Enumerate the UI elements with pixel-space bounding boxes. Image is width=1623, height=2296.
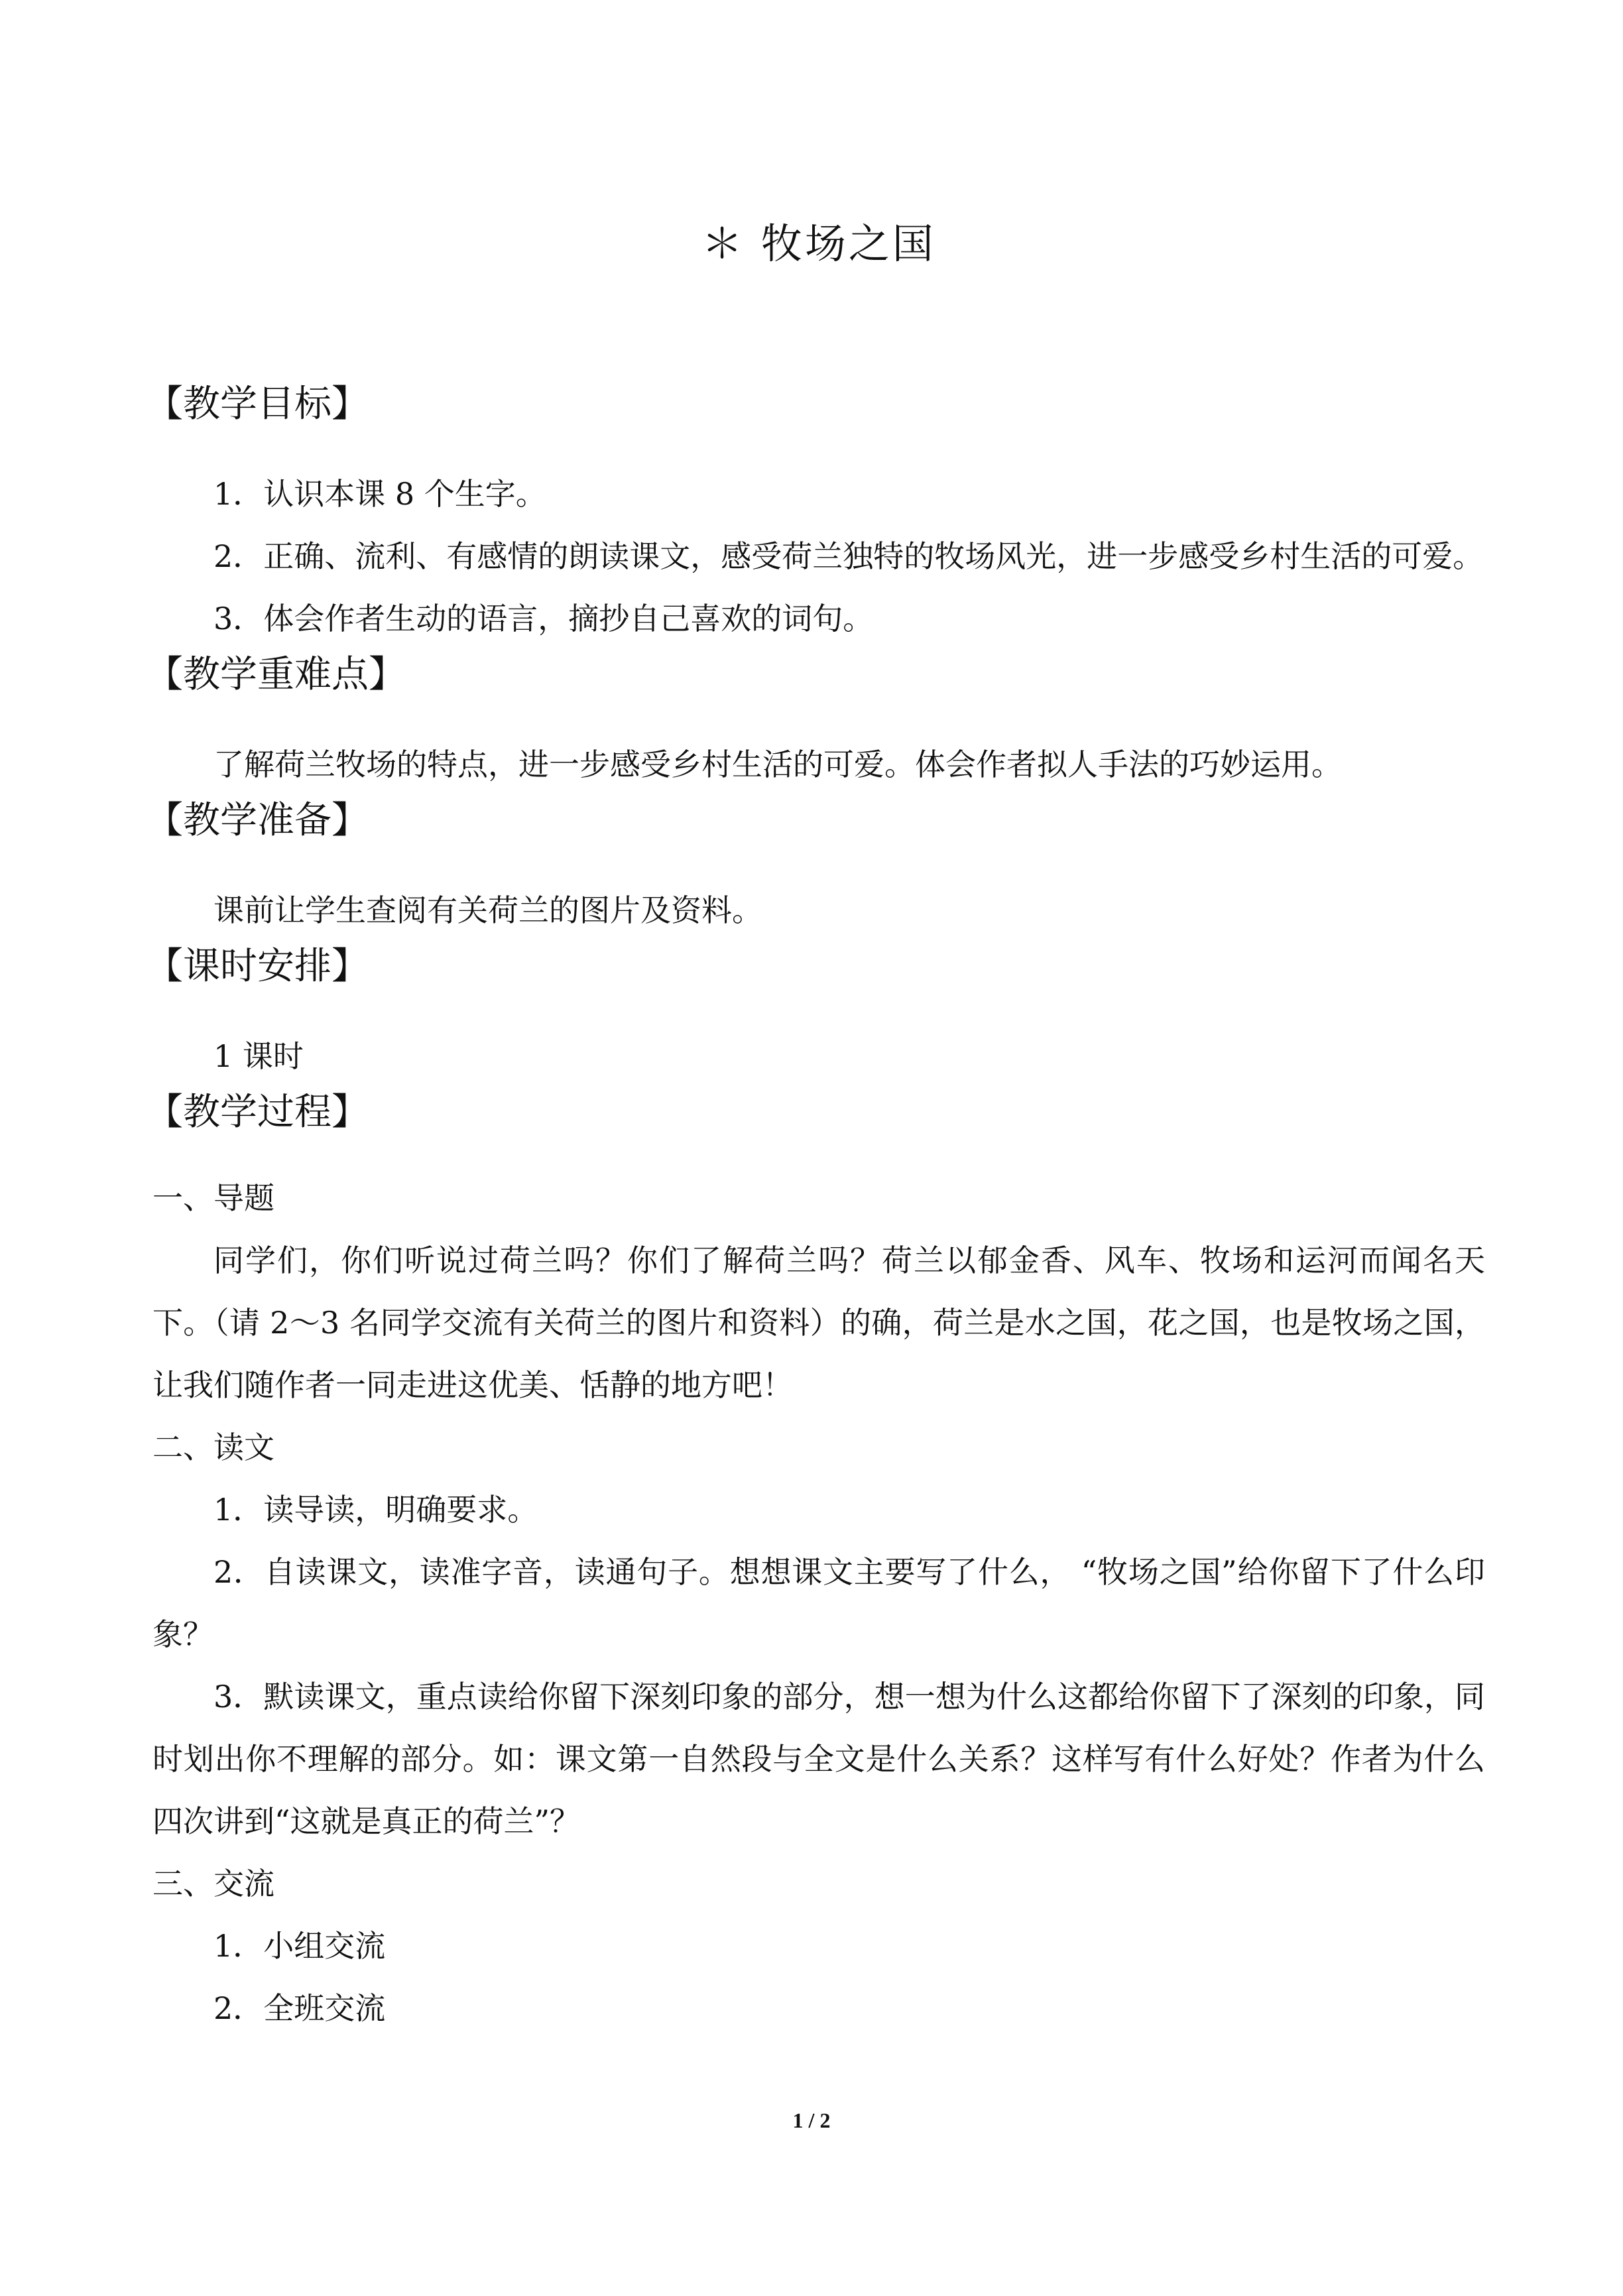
process-part1-title: 一、导题 — [152, 1180, 274, 1216]
section-heading-goals: 【教学目标】 — [146, 383, 369, 426]
document-page — [146, 0, 1485, 2296]
page-number: 1 / 2 — [792, 2108, 831, 2132]
goal-item-1: 1．认识本课 8 个生字。 — [213, 476, 546, 512]
section-heading-schedule: 【课时安排】 — [146, 945, 369, 988]
process-part1-text: 同学们，你们听说过荷兰吗？你们了解荷兰吗？荷兰以郁金香、风车、牧场和运河而闻名天下。（请 2～3 名同学交流有关荷兰的图片和资料）的确，荷兰是水之国，花之国，也是牧场之国，让我们随作者一同走进这优美、恬静的地方吧！ — [152, 1242, 1485, 1403]
document-body — [146, 377, 1485, 2039]
process-part2-title: 二、读文 — [152, 1429, 274, 1465]
process-part3-item-2: 2．全班交流 — [213, 1990, 386, 2026]
process-part3-title: 三、交流 — [152, 1866, 274, 1902]
section-heading-process: 【教学过程】 — [146, 1091, 369, 1134]
schedule-text: 1 课时 — [213, 1038, 304, 1074]
goal-item-2: 2．正确、流利、有感情的朗读课文，感受荷兰独特的牧场风光，进一步感受乡村生活的可爱。 — [213, 538, 1484, 574]
process-part2-item-3: 3．默读课文，重点读给你留下深刻印象的部分，想一想为什么这都给你留下了深刻的印象，同时划出你不理解的部分。如：课文第一自然段与全文是什么关系？这样写有什么好处？作者为什么四次讲到“这就是真正的荷兰”？ — [152, 1679, 1485, 1839]
preparation-text: 课前让学生查阅有关荷兰的图片及资料。 — [213, 892, 762, 928]
document-title: ＊ 牧场之国 — [701, 219, 936, 268]
section-heading-preparation: 【教学准备】 — [146, 799, 369, 842]
process-part3-item-1: 1．小组交流 — [213, 1928, 386, 1964]
process-part2-item-2: 2．自读课文，读准字音，读通句子。想想课文主要写了什么， “牧场之国”给你留下了什么印象？ — [152, 1554, 1485, 1652]
key-points-text: 了解荷兰牧场的特点，进一步感受乡村生活的可爱。体会作者拟人手法的巧妙运用。 — [213, 747, 1342, 782]
process-part2-item-1: 1．读导读，明确要求。 — [213, 1492, 538, 1528]
section-heading-key-points: 【教学重难点】 — [146, 653, 406, 696]
goal-item-3: 3．体会作者生动的语言，摘抄自己喜欢的词句。 — [213, 601, 874, 636]
